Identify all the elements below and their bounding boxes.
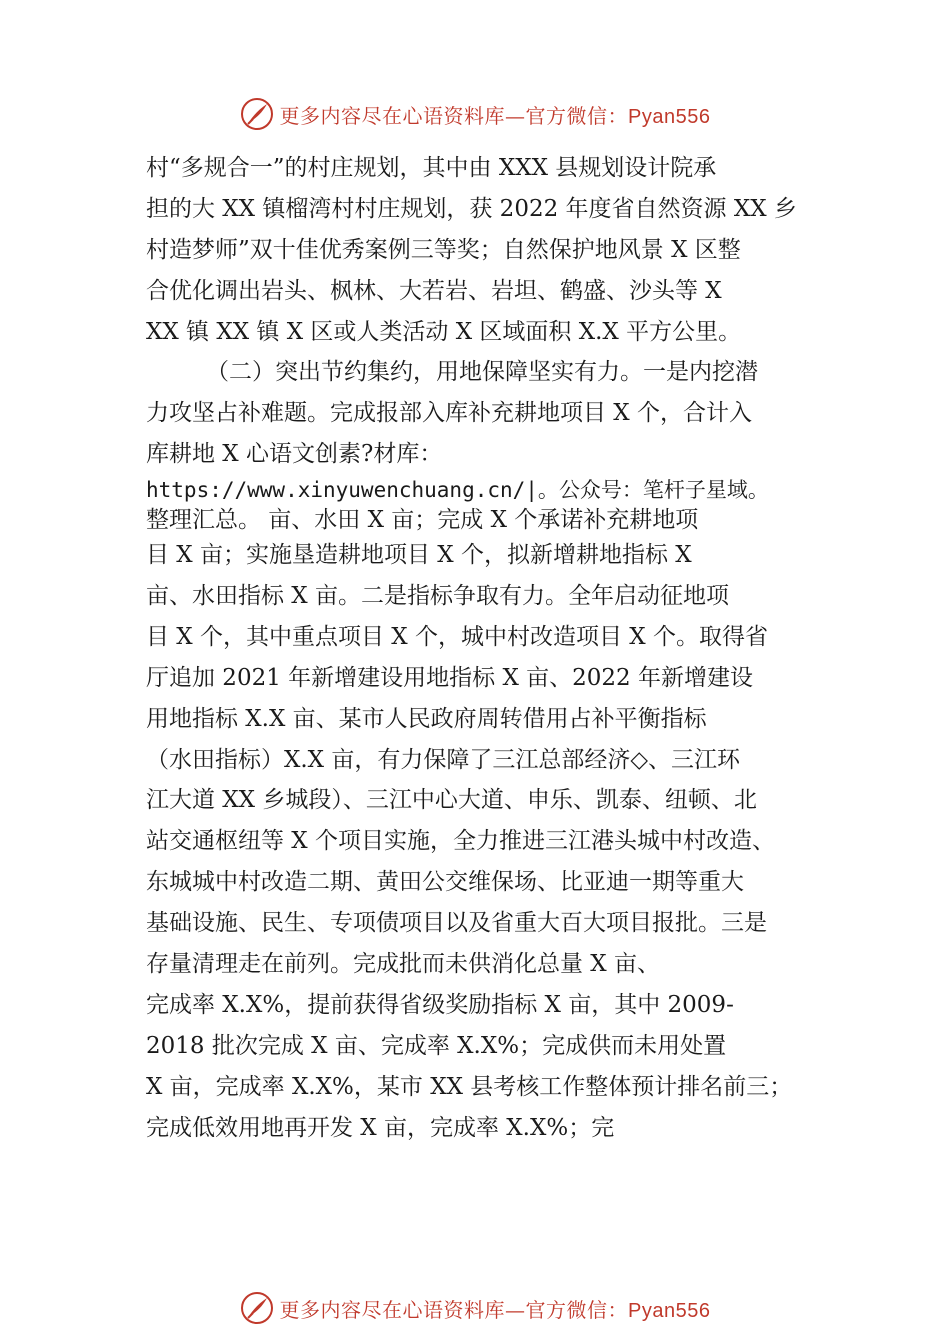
header-watermark	[0, 94, 950, 134]
text-line: 完成低效用地再开发 X 亩，完成率 X.X%；完	[146, 1114, 615, 1141]
watermark-text	[280, 1294, 711, 1323]
text-line: 亩、水田指标 X 亩。二是指标争取有力。全年启动征地项	[146, 583, 729, 610]
text-line: 目 X 亩；实施垦造耕地项目 X 个，拟新增耕地指标 X	[146, 542, 692, 569]
text-line: 担的大 XX 镇榴湾村村庄规划，获 2022 年度省自然资源 XX 乡	[146, 195, 797, 222]
watermark-prefix: 更多内容尽在心语资料库—官方微信：	[279, 1297, 629, 1322]
text-line: 基础设施、民生、专项债项目以及省重大百大项目报批。三是	[146, 910, 767, 937]
text-line: 2018 批次完成 X 亩、完成率 X.X%；完成供而未用处置	[146, 1032, 727, 1059]
text-line: 用地指标 X.X 亩、某市人民政府周转借用占补平衡指标	[146, 705, 707, 732]
text-line: 合优化调出岩头、枫林、大若岩、岩坦、鹤盛、沙头等 X	[146, 277, 722, 304]
url-line: https://www.xinyuwenchuang.cn/|。公众号：笔杆子星域。	[146, 478, 769, 503]
document-body	[146, 148, 846, 1148]
text-line: 村造梦师”双十佳优秀案例三等奖；自然保护地风景 X 区整	[146, 236, 741, 263]
footer-watermark	[0, 1288, 950, 1328]
text-line: 力攻坚占补难题。完成报部入库补充耕地项目 X 个，合计入	[146, 400, 752, 427]
text-line: X 亩，完成率 X.X%，某市 XX 县考核工作整体预计排名前三；	[146, 1073, 793, 1100]
section-heading-line: （二）突出节约集约，用地保障坚实有力。一是内挖潜	[206, 359, 758, 386]
text-line: 站交通枢纽等 X 个项目实施，全力推进三江港头城中村改造、	[146, 828, 775, 855]
text-line: 东城城中村改造二期、黄田公交维保场、比亚迪一期等重大	[146, 869, 744, 896]
text-line: 整理汇总。 亩、水田 X 亩；完成 X 个承诺补充耕地项	[146, 507, 699, 534]
text-line: 存量清理走在前列。完成批而未供消化总量 X 亩、	[146, 951, 660, 978]
text-line: 完成率 X.X%，提前获得省级奖励指标 X 亩，其中 2009-	[146, 991, 734, 1018]
watermark-handle: Pyan556	[628, 105, 711, 128]
text-line: 村“多规合一”的村庄规划，其中由 XXX 县规划设计院承	[146, 155, 717, 181]
text-line: 江大道 XX 乡城段）、三江中心大道、申乐、凯泰、纽顿、北	[146, 787, 757, 814]
text-line: XX 镇 XX 镇 X 区或人类活动 X 区域面积 X.X 平方公里。	[146, 318, 742, 345]
watermark-text	[280, 100, 711, 129]
text-line: 目 X 个，其中重点项目 X 个，城中村改造项目 X 个。取得省	[146, 623, 768, 650]
text-line: 厅追加 2021 年新增建设用地指标 X 亩、2022 年新增建设	[146, 664, 753, 691]
quill-logo-icon	[240, 97, 274, 131]
text-line: （水田指标）X.X 亩，有力保障了三江总部经济◇、三江环	[146, 746, 741, 773]
watermark-prefix: 更多内容尽在心语资料库—官方微信：	[279, 103, 629, 128]
text-line: 库耕地 X 心语文创素?材库：	[146, 441, 443, 468]
quill-logo-icon	[240, 1291, 274, 1325]
watermark-handle: Pyan556	[628, 1299, 711, 1322]
